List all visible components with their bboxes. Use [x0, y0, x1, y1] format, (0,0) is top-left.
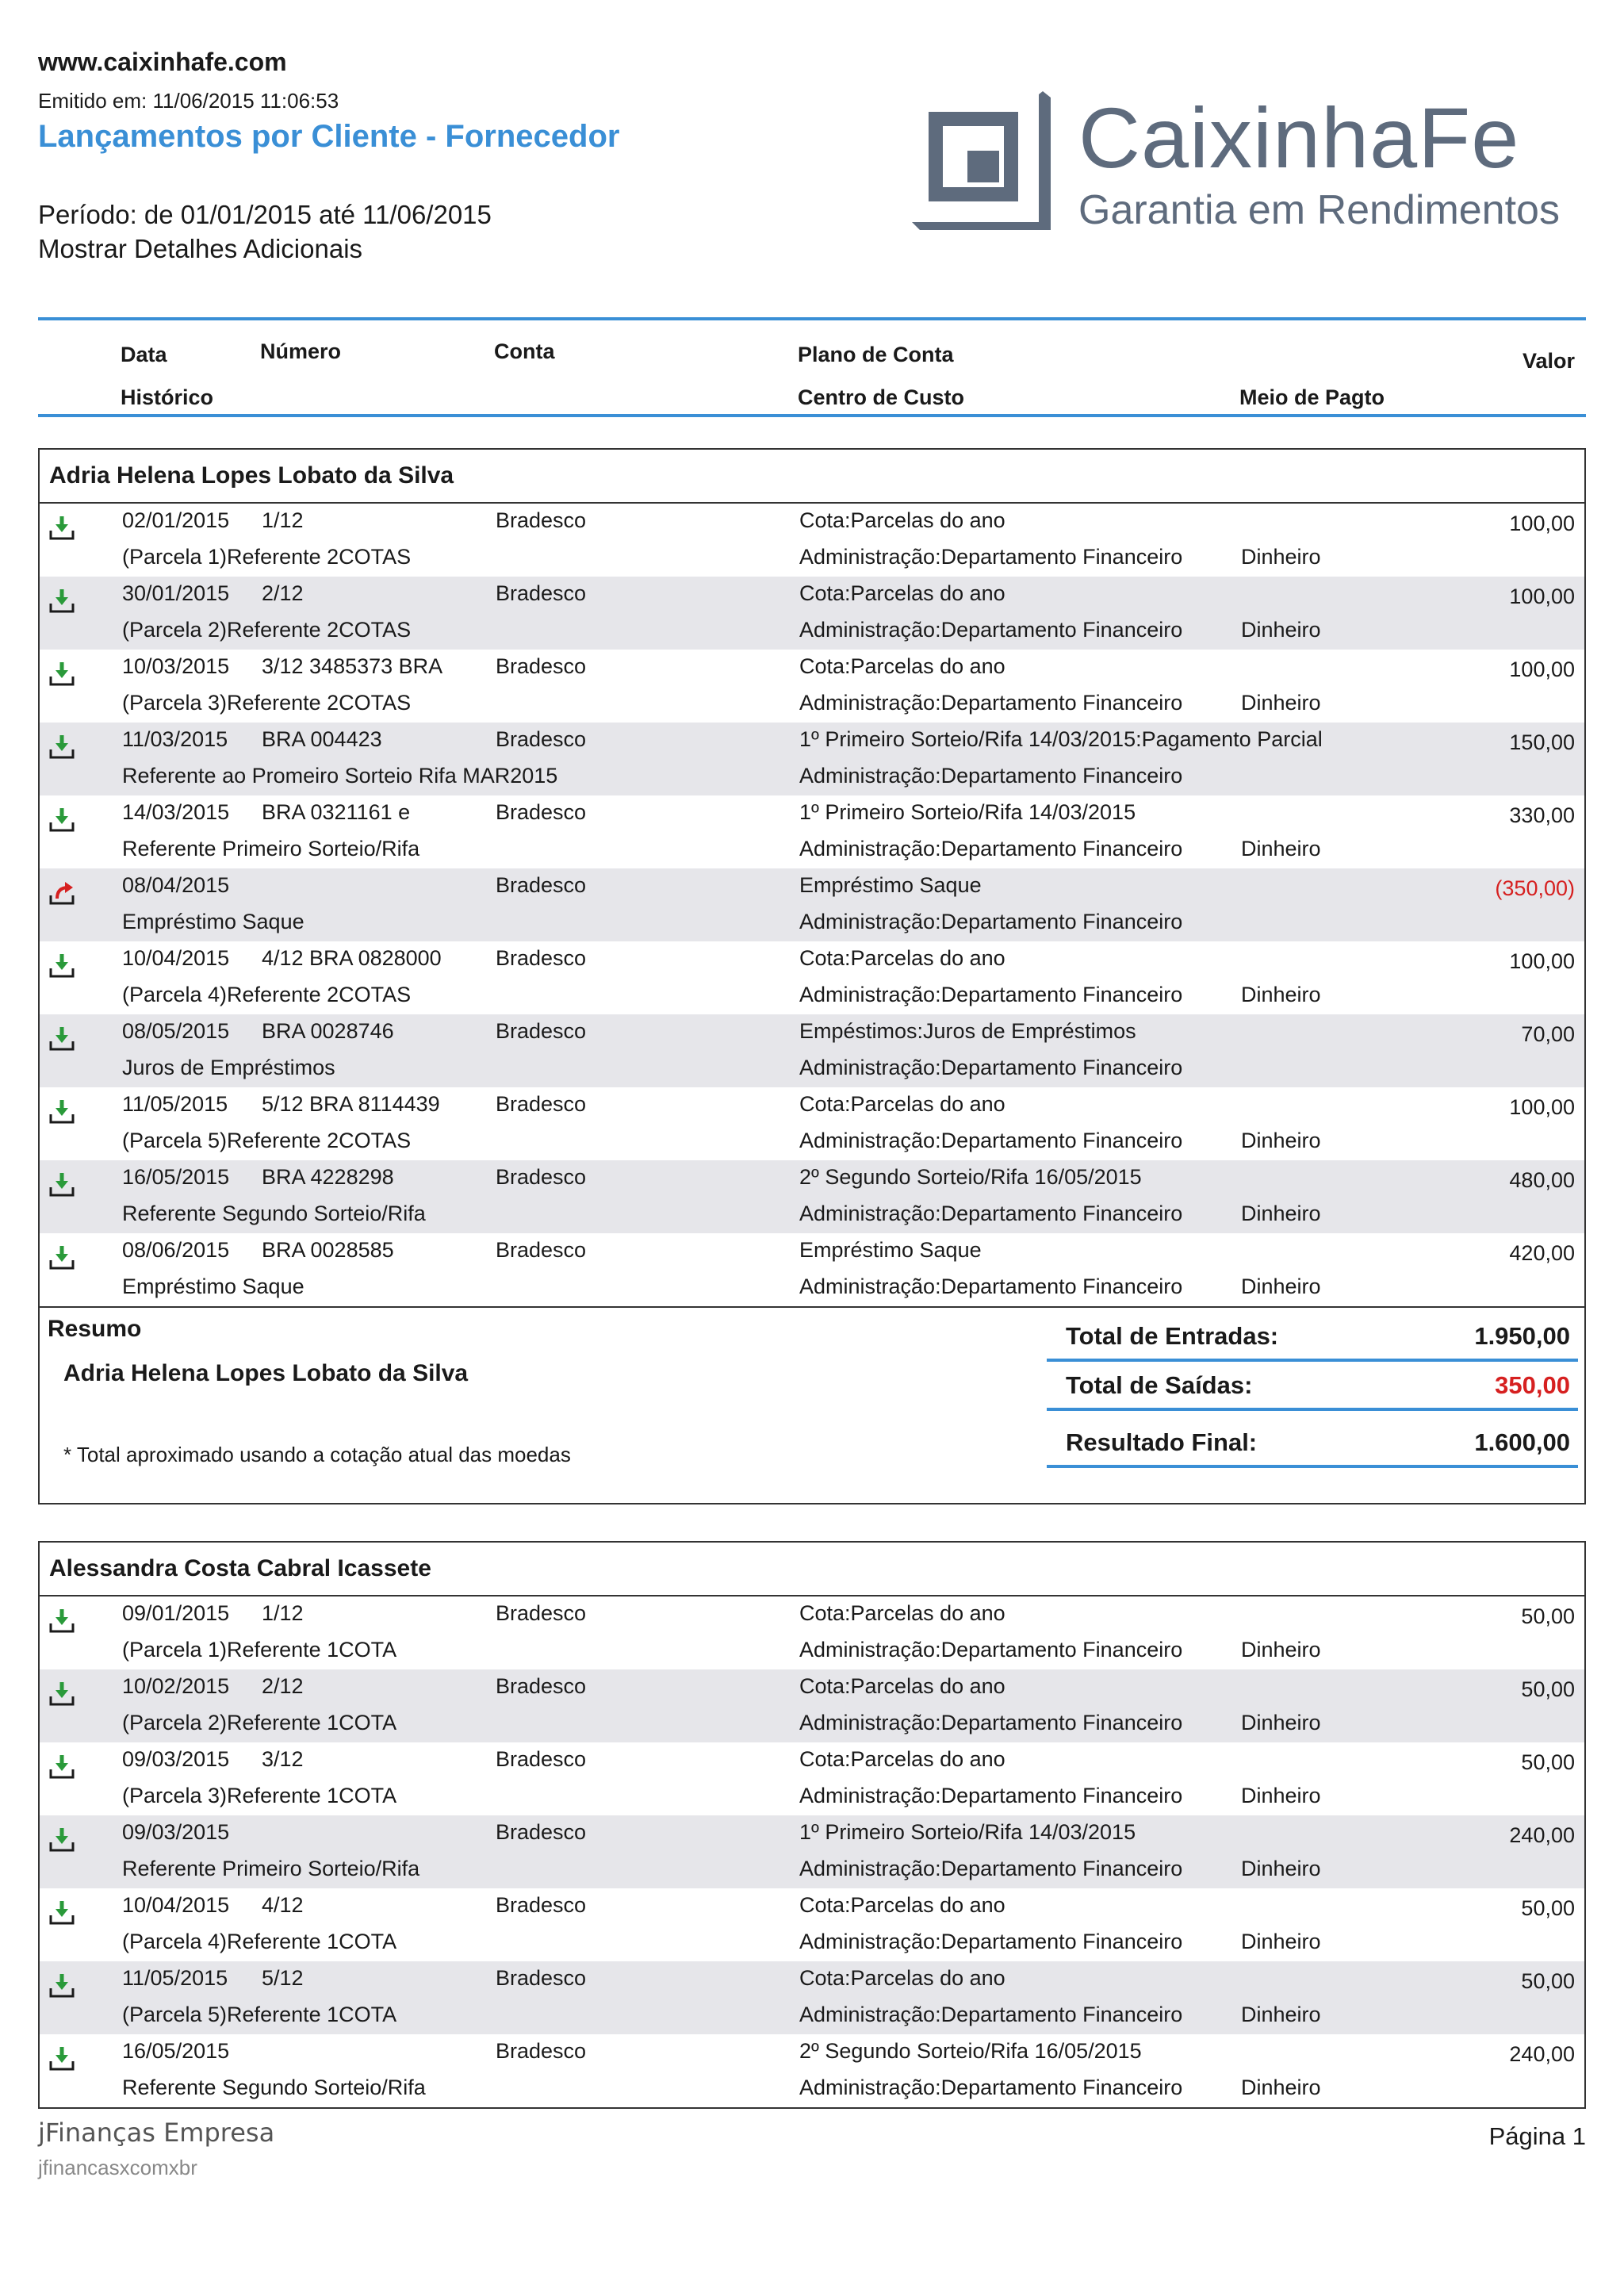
row-account: Bradesco — [496, 800, 587, 824]
transaction-row[interactable] — [40, 941, 1584, 1014]
transaction-row[interactable] — [40, 1014, 1584, 1087]
row-date: 16/05/2015 — [122, 2039, 230, 2063]
row-payment: Dinheiro — [1241, 2003, 1321, 2026]
row-account: Bradesco — [496, 1820, 587, 1844]
logo-brand: CaixinhaFe — [1078, 90, 1520, 186]
row-account: Bradesco — [496, 1601, 587, 1625]
row-date: 10/04/2015 — [122, 946, 230, 970]
transaction-row[interactable] — [40, 650, 1584, 723]
row-value: 100,00 — [1509, 657, 1575, 681]
row-history: Referente Segundo Sorteio/Rifa — [122, 1202, 426, 1225]
row-account: Bradesco — [496, 946, 587, 970]
row-payment: Dinheiro — [1241, 1274, 1321, 1298]
row-date: 10/02/2015 — [122, 1674, 230, 1698]
page-number: Página 1 — [1488, 2122, 1586, 2150]
site-url: www.caixinhafe.com — [38, 48, 287, 76]
row-account: Bradesco — [496, 581, 587, 605]
row-number: 3/12 3485373 BRA — [262, 654, 443, 678]
total-saidas-value: 350,00 — [1495, 1371, 1570, 1399]
row-payment: Dinheiro — [1241, 1638, 1321, 1662]
row-account: Bradesco — [496, 1893, 587, 1917]
row-cost-center: Administração:Departamento Financeiro — [799, 764, 1183, 788]
row-cost-center: Administração:Departamento Financeiro — [799, 618, 1183, 642]
row-account: Bradesco — [496, 1966, 587, 1990]
row-date: 30/01/2015 — [122, 581, 230, 605]
emitted-date: Emitido em: 11/06/2015 11:06:53 — [38, 89, 339, 113]
row-history: (Parcela 2)Referente 2COTAS — [122, 618, 412, 642]
row-plan: Empréstimo Saque — [799, 873, 982, 897]
row-account: Bradesco — [496, 2039, 587, 2063]
incoming-transaction-icon — [48, 1825, 76, 1853]
row-payment: Dinheiro — [1241, 618, 1321, 642]
col-data: Data — [121, 343, 167, 366]
transaction-row[interactable] — [40, 1815, 1584, 1888]
incoming-transaction-icon — [48, 1971, 76, 1999]
row-plan: 1º Primeiro Sorteio/Rifa 14/03/2015 — [799, 800, 1136, 824]
col-valor: Valor — [1522, 349, 1575, 373]
row-date: 09/03/2015 — [122, 1747, 230, 1771]
row-number: 4/12 BRA 0828000 — [262, 946, 442, 970]
row-plan: Cota:Parcelas do ano — [799, 1092, 1005, 1116]
incoming-transaction-icon — [48, 951, 76, 979]
transaction-row[interactable] — [40, 1742, 1584, 1815]
row-value: 70,00 — [1521, 1022, 1575, 1046]
row-account: Bradesco — [496, 1092, 587, 1116]
outgoing-transaction-icon — [48, 878, 76, 907]
row-number: 2/12 — [262, 1674, 304, 1698]
row-plan: 2º Segundo Sorteio/Rifa 16/05/2015 — [799, 1165, 1142, 1189]
row-cost-center: Administração:Departamento Financeiro — [799, 1711, 1183, 1734]
transaction-row[interactable] — [40, 2034, 1584, 2107]
report-title: Lançamentos por Cliente - Fornecedor — [38, 119, 620, 154]
incoming-transaction-icon — [48, 1097, 76, 1125]
row-cost-center: Administração:Departamento Financeiro — [799, 1274, 1183, 1298]
transaction-row[interactable] — [40, 577, 1584, 650]
row-number: 1/12 — [262, 1601, 304, 1625]
col-centro: Centro de Custo — [798, 385, 965, 409]
row-value: 480,00 — [1509, 1168, 1575, 1192]
transaction-row[interactable] — [40, 723, 1584, 795]
row-cost-center: Administração:Departamento Financeiro — [799, 2003, 1183, 2026]
row-value: 240,00 — [1509, 2042, 1575, 2066]
total-entradas-value: 1.950,00 — [1474, 1322, 1570, 1350]
row-value: 50,00 — [1521, 1750, 1575, 1774]
row-date: 11/05/2015 — [122, 1966, 228, 1990]
row-number: 3/12 — [262, 1747, 304, 1771]
row-date: 11/03/2015 — [122, 727, 228, 751]
total-entradas — [1047, 1313, 1578, 1362]
row-date: 09/03/2015 — [122, 1820, 230, 1844]
row-history: (Parcela 5)Referente 2COTAS — [122, 1129, 412, 1152]
row-number: 5/12 BRA 8114439 — [262, 1092, 440, 1116]
row-plan: Cota:Parcelas do ano — [799, 946, 1005, 970]
row-payment: Dinheiro — [1241, 1857, 1321, 1880]
row-date: 11/05/2015 — [122, 1092, 228, 1116]
row-value: 50,00 — [1521, 1896, 1575, 1920]
row-plan: Cota:Parcelas do ano — [799, 1893, 1005, 1917]
row-history: (Parcela 3)Referente 2COTAS — [122, 691, 412, 715]
row-cost-center: Administração:Departamento Financeiro — [799, 1784, 1183, 1807]
row-value: 50,00 — [1521, 1969, 1575, 1993]
row-payment: Dinheiro — [1241, 837, 1321, 861]
incoming-transaction-icon — [48, 1679, 76, 1708]
incoming-transaction-icon — [48, 1606, 76, 1635]
row-history: Empréstimo Saque — [122, 910, 304, 933]
row-date: 10/03/2015 — [122, 654, 230, 678]
row-number: 4/12 — [262, 1893, 304, 1917]
row-payment: Dinheiro — [1241, 1711, 1321, 1734]
row-cost-center: Administração:Departamento Financeiro — [799, 545, 1183, 569]
incoming-transaction-icon — [48, 732, 76, 761]
transaction-row[interactable] — [40, 1087, 1584, 1160]
row-history: Referente ao Promeiro Sorteio Rifa MAR2015 — [122, 764, 558, 788]
footer-url: jfinancasxcomxbr — [38, 2156, 197, 2179]
transaction-row[interactable] — [40, 1160, 1584, 1233]
incoming-transaction-icon — [48, 659, 76, 688]
period-range: Período: de 01/01/2015 até 11/06/2015 — [38, 200, 492, 229]
incoming-transaction-icon — [48, 1170, 76, 1198]
col-conta: Conta — [494, 339, 555, 363]
total-saidas — [1047, 1362, 1578, 1411]
row-value: 50,00 — [1521, 1604, 1575, 1628]
row-value: 330,00 — [1509, 803, 1575, 827]
row-plan: Cota:Parcelas do ano — [799, 654, 1005, 678]
row-history: (Parcela 1)Referente 1COTA — [122, 1638, 397, 1662]
row-payment: Dinheiro — [1241, 545, 1321, 569]
transaction-row[interactable] — [40, 868, 1584, 941]
row-cost-center: Administração:Departamento Financeiro — [799, 2076, 1183, 2099]
row-date: 10/04/2015 — [122, 1893, 230, 1917]
transaction-row[interactable] — [40, 1233, 1584, 1306]
total-entradas-label: Total de Entradas: — [1066, 1322, 1279, 1350]
row-cost-center: Administração:Departamento Financeiro — [799, 983, 1183, 1006]
row-account: Bradesco — [496, 727, 587, 751]
incoming-transaction-icon — [48, 805, 76, 834]
row-date: 09/01/2015 — [122, 1601, 230, 1625]
summary-note: * Total aproximado usando a cotação atual das moedas — [63, 1443, 571, 1466]
row-payment: Dinheiro — [1241, 1784, 1321, 1807]
row-payment: Dinheiro — [1241, 1930, 1321, 1953]
transaction-row[interactable] — [40, 504, 1584, 577]
row-plan: Cota:Parcelas do ano — [799, 1747, 1005, 1771]
row-history: Juros de Empréstimos — [122, 1056, 335, 1079]
row-account: Bradesco — [496, 1019, 587, 1043]
transaction-row[interactable] — [40, 1961, 1584, 2034]
row-account: Bradesco — [496, 508, 587, 532]
row-number: 5/12 — [262, 1966, 304, 1990]
row-plan: Empéstimos:Juros de Empréstimos — [799, 1019, 1136, 1043]
row-value: 100,00 — [1509, 949, 1575, 973]
row-plan: Cota:Parcelas do ano — [799, 581, 1005, 605]
row-payment: Dinheiro — [1241, 2076, 1321, 2099]
row-number: BRA 0028585 — [262, 1238, 394, 1262]
row-value: 150,00 — [1509, 730, 1575, 754]
incoming-transaction-icon — [48, 1243, 76, 1271]
row-value: 50,00 — [1521, 1677, 1575, 1701]
row-cost-center: Administração:Departamento Financeiro — [799, 1129, 1183, 1152]
row-plan: 2º Segundo Sorteio/Rifa 16/05/2015 — [799, 2039, 1142, 2063]
row-date: 14/03/2015 — [122, 800, 230, 824]
row-plan: Cota:Parcelas do ano — [799, 508, 1005, 532]
incoming-transaction-icon — [48, 1898, 76, 1926]
row-history: (Parcela 4)Referente 1COTA — [122, 1930, 397, 1953]
row-history: Referente Primeiro Sorteio/Rifa — [122, 1857, 420, 1880]
incoming-transaction-icon — [48, 2044, 76, 2072]
col-historico: Histórico — [121, 385, 214, 409]
row-number: BRA 004423 — [262, 727, 382, 751]
row-cost-center: Administração:Departamento Financeiro — [799, 1638, 1183, 1662]
col-numero: Número — [260, 339, 342, 363]
row-history: Empréstimo Saque — [122, 1274, 304, 1298]
row-date: 08/06/2015 — [122, 1238, 230, 1262]
row-cost-center: Administração:Departamento Financeiro — [799, 1930, 1183, 1953]
row-account: Bradesco — [496, 654, 587, 678]
row-plan: Cota:Parcelas do ano — [799, 1601, 1005, 1625]
row-cost-center: Administração:Departamento Financeiro — [799, 910, 1183, 933]
row-plan: 1º Primeiro Sorteio/Rifa 14/03/2015 — [799, 1820, 1136, 1844]
resultado-final-value: 1.600,00 — [1474, 1428, 1570, 1456]
transaction-row[interactable] — [40, 795, 1584, 868]
client-name: Adria Helena Lopes Lobato da Silva — [40, 450, 1584, 504]
row-value: 100,00 — [1509, 1095, 1575, 1119]
row-plan: Empréstimo Saque — [799, 1238, 982, 1262]
incoming-transaction-icon — [48, 1024, 76, 1052]
additional-details-label: Mostrar Detalhes Adicionais — [38, 234, 363, 263]
row-payment: Dinheiro — [1241, 983, 1321, 1006]
client-section — [38, 448, 1586, 1504]
row-value: 240,00 — [1509, 1823, 1575, 1847]
row-payment: Dinheiro — [1241, 1202, 1321, 1225]
row-cost-center: Administração:Departamento Financeiro — [799, 837, 1183, 861]
row-account: Bradesco — [496, 1747, 587, 1771]
row-account: Bradesco — [496, 1674, 587, 1698]
client-section — [38, 1541, 1586, 2109]
summary-title: Resumo — [48, 1316, 142, 1342]
row-history: (Parcela 3)Referente 1COTA — [122, 1784, 397, 1807]
transaction-row[interactable] — [40, 1669, 1584, 1742]
row-cost-center: Administração:Departamento Financeiro — [799, 691, 1183, 715]
row-date: 08/04/2015 — [122, 873, 230, 897]
row-value: (350,00) — [1495, 876, 1575, 900]
column-header — [38, 317, 1586, 417]
col-plano: Plano de Conta — [798, 343, 954, 366]
row-value: 100,00 — [1509, 512, 1575, 535]
row-number: 1/12 — [262, 508, 304, 532]
resultado-final — [1047, 1419, 1578, 1468]
row-value: 100,00 — [1509, 585, 1575, 608]
row-date: 16/05/2015 — [122, 1165, 230, 1189]
row-number: 2/12 — [262, 581, 304, 605]
row-history: (Parcela 2)Referente 1COTA — [122, 1711, 397, 1734]
row-payment: Dinheiro — [1241, 691, 1321, 715]
summary-client-name: Adria Helena Lopes Lobato da Silva — [63, 1360, 469, 1386]
row-history: (Parcela 4)Referente 2COTAS — [122, 983, 412, 1006]
incoming-transaction-icon — [48, 513, 76, 542]
row-account: Bradesco — [496, 873, 587, 897]
row-date: 02/01/2015 — [122, 508, 230, 532]
row-payment: Dinheiro — [1241, 1129, 1321, 1152]
logo-tagline: Garantia em Rendimentos — [1078, 187, 1560, 233]
row-cost-center: Administração:Departamento Financeiro — [799, 1857, 1183, 1880]
row-history: Referente Segundo Sorteio/Rifa — [122, 2076, 426, 2099]
row-plan: Cota:Parcelas do ano — [799, 1674, 1005, 1698]
client-name: Alessandra Costa Cabral Icassete — [40, 1543, 1584, 1596]
row-value: 420,00 — [1509, 1241, 1575, 1265]
row-account: Bradesco — [496, 1238, 587, 1262]
company-logo — [912, 83, 1586, 242]
row-history: (Parcela 5)Referente 1COTA — [122, 2003, 397, 2026]
incoming-transaction-icon — [48, 586, 76, 615]
row-number: BRA 0321161 e — [262, 800, 411, 824]
footer-app-name: jFinanças Empresa — [38, 2118, 275, 2148]
resultado-final-label: Resultado Final: — [1066, 1428, 1258, 1456]
incoming-transaction-icon — [48, 1752, 76, 1780]
total-saidas-label: Total de Saídas: — [1066, 1371, 1253, 1399]
client-summary — [40, 1306, 1584, 1503]
row-history: (Parcela 1)Referente 2COTAS — [122, 545, 412, 569]
row-plan: 1º Primeiro Sorteio/Rifa 14/03/2015:Pagamento Parcial — [799, 727, 1323, 751]
row-cost-center: Administração:Departamento Financeiro — [799, 1202, 1183, 1225]
row-account: Bradesco — [496, 1165, 587, 1189]
row-cost-center: Administração:Departamento Financeiro — [799, 1056, 1183, 1079]
logo-mark-icon — [912, 83, 1071, 242]
row-plan: Cota:Parcelas do ano — [799, 1966, 1005, 1990]
transaction-row[interactable] — [40, 1596, 1584, 1669]
row-number: BRA 0028746 — [262, 1019, 394, 1043]
transaction-row[interactable] — [40, 1888, 1584, 1961]
row-number: BRA 4228298 — [262, 1165, 394, 1189]
row-date: 08/05/2015 — [122, 1019, 230, 1043]
col-meio: Meio de Pagto — [1239, 385, 1385, 409]
row-history: Referente Primeiro Sorteio/Rifa — [122, 837, 420, 861]
